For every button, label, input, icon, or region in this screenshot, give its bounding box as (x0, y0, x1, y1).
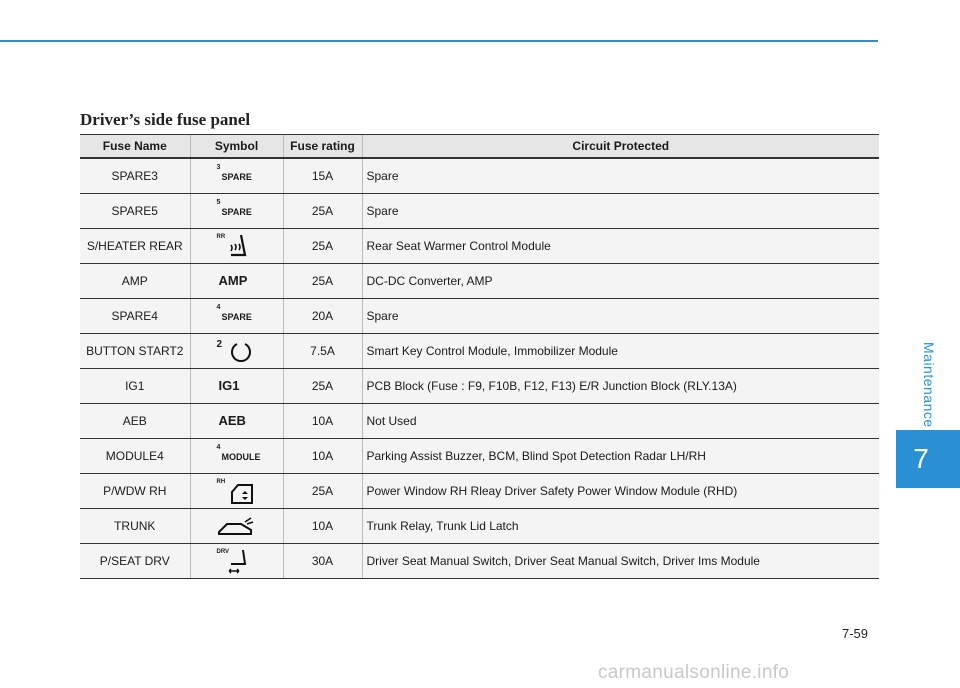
fuse-rating-cell: 30A (283, 544, 362, 579)
fuse-symbol (217, 476, 283, 506)
symbol-cell (190, 439, 283, 474)
table-row (80, 509, 879, 544)
table-header-row (80, 135, 879, 159)
fuse-rating-cell: 7.5A (283, 334, 362, 369)
symbol-superscript: 3 (216, 164, 221, 171)
symbol-superscript: RR (216, 234, 226, 240)
table-row (80, 299, 879, 334)
table-row (80, 439, 879, 474)
fuse-table (80, 134, 879, 579)
symbol-cell (190, 404, 283, 439)
fuse-symbol (217, 231, 283, 261)
fuse-name-cell: BUTTON START2 (80, 334, 190, 369)
fuse-symbol (217, 266, 283, 296)
fuse-rating-cell: 15A (283, 158, 362, 194)
symbol-superscript: DRV (216, 549, 230, 555)
fuse-symbol (217, 301, 283, 331)
chapter-label: Maintenance (921, 342, 937, 428)
table-row (80, 194, 879, 229)
fuse-name-cell: P/SEAT DRV (80, 544, 190, 579)
symbol-cell (190, 264, 283, 299)
symbol-text: AMP (218, 273, 248, 288)
symbol-cell (190, 544, 283, 579)
symbol-cell (190, 194, 283, 229)
fuse-rating-cell: 10A (283, 439, 362, 474)
circuit-protected-cell: DC-DC Converter, AMP (362, 264, 879, 299)
fuse-symbol (217, 336, 283, 366)
header-fuse-name: Fuse Name (80, 135, 190, 159)
table-row (80, 404, 879, 439)
fuse-name-cell: IG1 (80, 369, 190, 404)
fuse-name-cell: SPARE3 (80, 158, 190, 194)
fuse-name-cell: S/HEATER REAR (80, 229, 190, 264)
symbol-text: IG1 (218, 378, 240, 393)
header-circuit-protected: Circuit Protected (362, 135, 879, 159)
circuit-protected-cell: Spare (362, 158, 879, 194)
header-symbol: Symbol (190, 135, 283, 159)
watermark: carmanualsonline.info (598, 662, 790, 683)
header-fuse-rating: Fuse rating (283, 135, 362, 159)
table-row (80, 369, 879, 404)
circuit-protected-cell: Driver Seat Manual Switch, Driver Seat Manual Switch, Driver Ims Module (362, 544, 879, 579)
fuse-symbol (217, 441, 283, 471)
fuse-rating-cell: 25A (283, 229, 362, 264)
fuse-rating-cell: 10A (283, 404, 362, 439)
section-title: Driver’s side fuse panel (80, 110, 251, 129)
fuse-symbol (217, 161, 283, 191)
symbol-superscript: 2 (216, 339, 223, 350)
symbol-superscript: 4 (216, 444, 221, 451)
circuit-protected-cell: Parking Assist Buzzer, BCM, Blind Spot Detection Radar LH/RH (362, 439, 879, 474)
fuse-symbol (217, 196, 283, 226)
table-row (80, 264, 879, 299)
symbol-cell (190, 474, 283, 509)
circuit-protected-cell: Spare (362, 299, 879, 334)
fuse-name-cell: SPARE4 (80, 299, 190, 334)
fuse-symbol (217, 546, 283, 576)
table-row (80, 229, 879, 264)
symbol-cell (190, 229, 283, 264)
symbol-cell (190, 299, 283, 334)
fuse-rating-cell: 10A (283, 509, 362, 544)
circuit-protected-cell: PCB Block (Fuse : F9, F10B, F12, F13) E/R Junction Block (RLY.13A) (362, 369, 879, 404)
fuse-name-cell: MODULE4 (80, 439, 190, 474)
fuse-rating-cell: 25A (283, 474, 362, 509)
fuse-symbol (217, 371, 283, 401)
table-row (80, 158, 879, 194)
fuse-rating-cell: 25A (283, 369, 362, 404)
fuse-name-cell: SPARE5 (80, 194, 190, 229)
table-row (80, 334, 879, 369)
fuse-symbol (217, 406, 283, 436)
circuit-protected-cell: Not Used (362, 404, 879, 439)
fuse-name-cell: AMP (80, 264, 190, 299)
table-row (80, 474, 879, 509)
fuse-rating-cell: 20A (283, 299, 362, 334)
chapter-number-tab: 7 (896, 430, 960, 488)
circuit-protected-cell: Trunk Relay, Trunk Lid Latch (362, 509, 879, 544)
symbol-superscript: 5 (216, 199, 221, 206)
fuse-name-cell: AEB (80, 404, 190, 439)
fuse-table-body (80, 158, 879, 579)
symbol-superscript: RH (216, 479, 226, 485)
circuit-protected-cell: Power Window RH Rleay Driver Safety Power Window Module (RHD) (362, 474, 879, 509)
symbol-text: SPARE (221, 172, 252, 182)
table-row (80, 544, 879, 579)
symbol-text: SPARE (221, 207, 252, 217)
circuit-protected-cell: Rear Seat Warmer Control Module (362, 229, 879, 264)
symbol-cell (190, 334, 283, 369)
symbol-text: SPARE (221, 312, 252, 322)
fuse-name-cell: P/WDW RH (80, 474, 190, 509)
symbol-cell (190, 509, 283, 544)
symbol-cell (190, 369, 283, 404)
circuit-protected-cell: Smart Key Control Module, Immobilizer Module (362, 334, 879, 369)
symbol-superscript: 4 (216, 304, 221, 311)
fuse-rating-cell: 25A (283, 264, 362, 299)
symbol-cell (190, 158, 283, 194)
page-number: 7-59 (842, 626, 869, 641)
circuit-protected-cell: Spare (362, 194, 879, 229)
symbol-text: AEB (218, 413, 246, 428)
symbol-text: MODULE (221, 452, 261, 462)
top-rule (0, 40, 878, 42)
fuse-name-cell: TRUNK (80, 509, 190, 544)
fuse-rating-cell: 25A (283, 194, 362, 229)
fuse-symbol (217, 511, 283, 541)
